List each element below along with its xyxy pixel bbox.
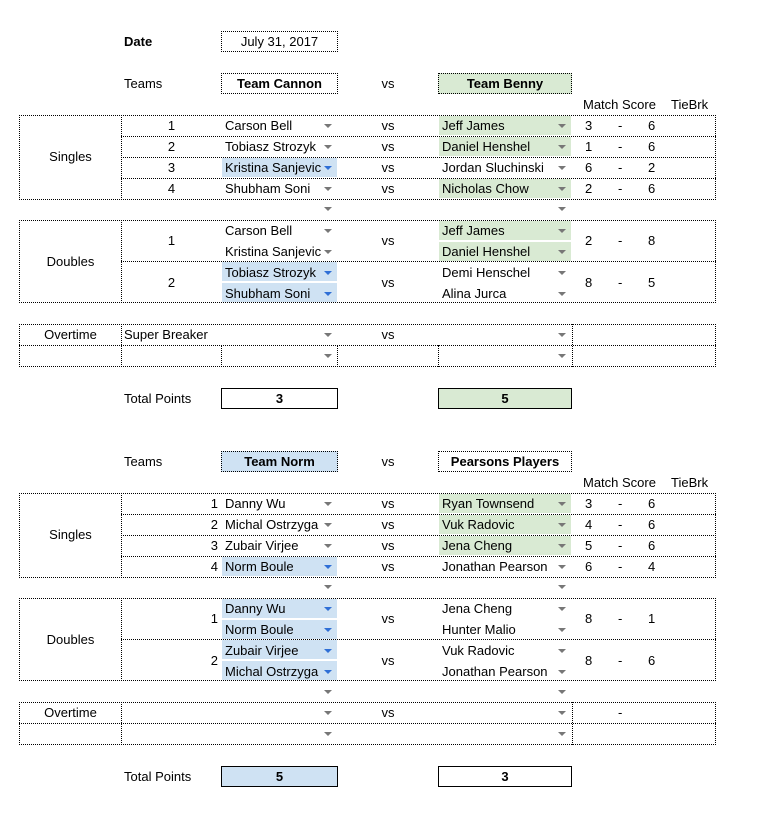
score-a[interactable]: 6 [585,559,593,574]
player-a1-select[interactable]: Tobiasz Strozyk [225,265,317,280]
match-number: 1 [167,118,176,133]
player-b2-select[interactable]: Hunter Malio [442,622,516,637]
date-field[interactable]: July 31, 2017 [221,31,338,52]
match-score-header: Match Score [583,475,656,490]
score-a[interactable]: 2 [585,181,593,196]
player-b-select[interactable]: Ryan Townsend [442,496,535,511]
chevron-down-icon[interactable] [558,354,566,358]
player-b-select[interactable]: Vuk Radovic [442,517,515,532]
chevron-down-icon[interactable] [324,690,332,694]
total-points-a: 3 [221,388,338,409]
teams-label: Teams [124,76,163,91]
score-b[interactable]: 6 [648,538,656,553]
score-b[interactable]: 6 [648,181,656,196]
score-dash: - [618,653,623,668]
match-score-header: Match Score [583,97,656,112]
total-points-label: Total Points [124,391,192,406]
chevron-down-icon[interactable] [558,124,566,128]
score-dash: - [618,275,623,290]
player-a2-select[interactable]: Kristina Sanjevic [225,244,321,259]
score-b[interactable]: 8 [648,233,656,248]
chevron-down-icon[interactable] [558,690,566,694]
chevron-down-icon[interactable] [558,207,566,211]
chevron-down-icon[interactable] [558,187,566,191]
chevron-down-icon[interactable] [558,523,566,527]
score-dash: - [618,181,623,196]
chevron-down-icon[interactable] [324,732,332,736]
score-dash: - [618,611,623,626]
doubles-label: Doubles [46,632,95,647]
overtime-type-select[interactable]: Super Breaker [124,327,208,342]
chevron-down-icon[interactable] [558,649,566,653]
chevron-down-icon[interactable] [558,544,566,548]
vs-label: vs [381,611,395,626]
player-b1-select[interactable]: Jeff James [442,223,505,238]
player-b-select[interactable]: Jordan Sluchinski [442,160,544,175]
chevron-down-icon[interactable] [558,670,566,674]
vs-label: vs [381,118,395,133]
chevron-down-icon[interactable] [558,732,566,736]
singles-label: Singles [49,149,92,164]
chevron-down-icon[interactable] [324,166,332,170]
player-a-select[interactable]: Norm Boule [225,559,294,574]
chevron-down-icon[interactable] [558,166,566,170]
match-number: 2 [167,139,176,154]
vs-label: vs [381,160,395,175]
match-number: 4 [210,559,218,574]
team-b-name[interactable]: Team Benny [438,73,572,94]
player-b-select[interactable]: Jeff James [442,118,505,133]
chevron-down-icon[interactable] [558,250,566,254]
score-a[interactable]: 6 [585,160,593,175]
chevron-down-icon[interactable] [324,250,332,254]
date-label: Date [124,34,153,49]
team-a-name[interactable]: Team Norm [221,451,338,472]
player-b-select[interactable]: Nicholas Chow [442,181,529,196]
score-a[interactable]: 5 [585,538,593,553]
chevron-down-icon[interactable] [324,229,332,233]
chevron-down-icon[interactable] [324,628,332,632]
score-b[interactable]: 6 [648,139,656,154]
player-b-select[interactable]: Jena Cheng [442,538,513,553]
score-dash: - [618,705,623,720]
score-b[interactable]: 6 [648,517,656,532]
tiebreak-header: TieBrk [671,97,709,112]
score-dash: - [618,139,623,154]
tiebreak-header: TieBrk [671,475,709,490]
player-a-select[interactable]: Michal Ostrzyga [225,517,319,532]
score-dash: - [618,496,623,511]
match-number: 1 [210,611,218,626]
score-b[interactable]: 4 [648,559,656,574]
score-a[interactable]: 3 [585,496,593,511]
match-number: 2 [210,517,218,532]
player-b1-select[interactable]: Jena Cheng [442,601,513,616]
vs-label: vs [381,76,395,91]
score-a[interactable]: 3 [585,118,593,133]
player-a-select[interactable]: Tobiasz Strozyk [225,139,317,154]
chevron-down-icon[interactable] [324,585,332,589]
player-a-select[interactable]: Carson Bell [225,118,293,133]
match-number: 1 [167,233,176,248]
player-b-select[interactable]: Jonathan Pearson [442,559,548,574]
singles-label: Singles [49,527,92,542]
player-a1-select[interactable]: Zubair Virjee [225,643,299,658]
player-a-select[interactable]: Danny Wu [225,496,286,511]
total-points-b: 5 [438,388,572,409]
chevron-down-icon[interactable] [324,523,332,527]
chevron-down-icon[interactable] [558,711,566,715]
player-a-select[interactable]: Shubham Soni [225,181,311,196]
vs-label: vs [381,559,395,574]
score-a[interactable]: 8 [585,275,593,290]
chevron-down-icon[interactable] [324,649,332,653]
chevron-down-icon[interactable] [324,544,332,548]
player-a2-select[interactable]: Shubham Soni [225,286,311,301]
chevron-down-icon[interactable] [324,711,332,715]
chevron-down-icon[interactable] [324,187,332,191]
player-b2-select[interactable]: Alina Jurca [442,286,507,301]
player-a2-select[interactable]: Michal Ostrzyga [225,664,319,679]
player-b2-select[interactable]: Daniel Henshel [442,244,531,259]
score-dash: - [618,118,623,133]
score-a[interactable]: 8 [585,611,593,626]
match-number: 3 [210,538,218,553]
chevron-down-icon[interactable] [324,607,332,611]
player-b-select[interactable]: Daniel Henshel [442,139,531,154]
chevron-down-icon[interactable] [558,502,566,506]
chevron-down-icon[interactable] [558,628,566,632]
score-a[interactable]: 8 [585,653,593,668]
score-a[interactable]: 4 [585,517,593,532]
score-b[interactable]: 6 [648,118,656,133]
vs-label: vs [381,496,395,511]
team-a-name[interactable]: Team Cannon [221,73,338,94]
chevron-down-icon[interactable] [324,292,332,296]
chevron-down-icon[interactable] [558,145,566,149]
teams-label: Teams [124,454,163,469]
chevron-down-icon[interactable] [324,502,332,506]
chevron-down-icon[interactable] [558,585,566,589]
vs-label: vs [381,181,395,196]
chevron-down-icon[interactable] [324,565,332,569]
score-b[interactable]: 6 [648,496,656,511]
match-number: 1 [210,496,218,511]
match-number: 4 [167,181,176,196]
chevron-down-icon[interactable] [558,607,566,611]
score-dash: - [618,517,623,532]
chevron-down-icon[interactable] [324,124,332,128]
chevron-down-icon[interactable] [558,333,566,337]
player-a-select[interactable]: Zubair Virjee [225,538,299,553]
chevron-down-icon[interactable] [558,271,566,275]
vs-label: vs [381,454,395,469]
score-b[interactable]: 5 [648,275,656,290]
chevron-down-icon[interactable] [324,207,332,211]
vs-label: vs [381,653,395,668]
chevron-down-icon[interactable] [324,333,332,337]
score-dash: - [618,160,623,175]
vs-label: vs [381,233,395,248]
score-dash: - [618,233,623,248]
match-number: 3 [167,160,176,175]
vs-label: vs [381,538,395,553]
overtime-label: Overtime [44,705,97,720]
player-b2-select[interactable]: Jonathan Pearson [442,664,548,679]
vs-label: vs [381,275,395,290]
chevron-down-icon[interactable] [324,670,332,674]
vs-label: vs [381,139,395,154]
player-b1-select[interactable]: Demi Henschel [442,265,531,280]
score-dash: - [618,559,623,574]
overtime-label: Overtime [44,327,97,342]
vs-label: vs [381,705,395,720]
match-number: 2 [210,653,218,668]
chevron-down-icon[interactable] [324,271,332,275]
player-a-select[interactable]: Kristina Sanjevic [225,160,321,175]
chevron-down-icon[interactable] [324,354,332,358]
player-b1-select[interactable]: Vuk Radovic [442,643,515,658]
team-b-name[interactable]: Pearsons Players [438,451,572,472]
total-points-b: 3 [438,766,572,787]
score-a[interactable]: 2 [585,233,593,248]
chevron-down-icon[interactable] [558,565,566,569]
match-number: 2 [167,275,176,290]
score-dash: - [618,538,623,553]
score-b[interactable]: 2 [648,160,656,175]
total-points-label: Total Points [124,769,192,784]
player-a1-select[interactable]: Carson Bell [225,223,293,238]
vs-label: vs [381,517,395,532]
chevron-down-icon[interactable] [324,145,332,149]
chevron-down-icon[interactable] [558,229,566,233]
player-a1-select[interactable]: Danny Wu [225,601,286,616]
vs-label: vs [381,327,395,342]
score-b[interactable]: 6 [648,653,656,668]
total-points-a: 5 [221,766,338,787]
score-a[interactable]: 1 [585,139,593,154]
chevron-down-icon[interactable] [558,292,566,296]
player-a2-select[interactable]: Norm Boule [225,622,294,637]
doubles-label: Doubles [46,254,95,269]
score-b[interactable]: 1 [648,611,656,626]
